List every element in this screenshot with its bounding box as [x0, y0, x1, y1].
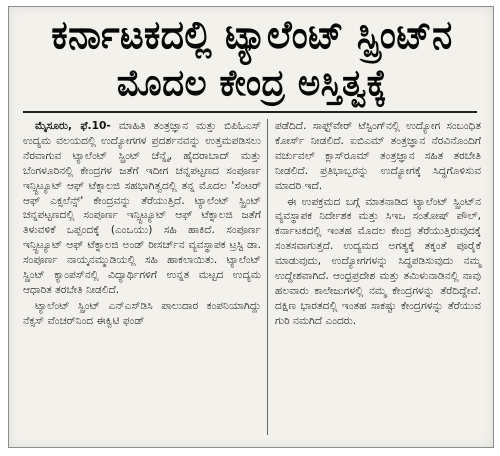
- article-column-right: [275, 119, 481, 330]
- headline-line-1: ಕರ್ನಾಟಕದಲ್ಲಿ ಟ್ಯಾಲೆಂಟ್ ಸ್ಪ್ರಿಂಟ್‌ನ: [51, 13, 453, 58]
- headline-rule: [23, 111, 477, 113]
- column-divider: [267, 119, 268, 435]
- headline: [23, 13, 481, 105]
- article-paragraph: ಪಡೆದಿದೆ. ಸಾಫ್ಟ್‌ವೇರ್ ಟೆಸ್ಟಿಂಗ್‌ನಲ್ಲಿ ಉದ್ಯೋಗ ಸಂಬಂಧಿತ ಕೋರ್ಸ್ ನೀಡಲಿದೆ. ಐಬಿಎಮ್ ತಂತ್ರಜ್ಞಾನ ನೆರವಿನೊಂದಿಗೆ ವರ್ಚುವಲ್ ಕ್ಲಾಸ್‌ರೂಮ್ ತಂತ್ರಜ್ಞಾನ ಸಹಿತ ತರಬೇತಿ ನೀಡಲಿದೆ. ಪ್ರತಿಭಾಬ್ಬರನ್ನು ಉದ್ಯೋಗಕ್ಕೆ ಸಿದ್ಧಗೊಳಿಸುವ ಮಾದರಿ ಇದೆ.: [275, 120, 481, 192]
- paragraph-text: ಮಾಹಿತಿ ತಂತ್ರಜ್ಞಾನ ಮತ್ತು ಬಿಪಿಓಎಸ್ ಉದ್ಯಮ ವಲಯದಲ್ಲಿ ಉದ್ಯೋಗಗಳ ಪ್ರದರ್ಶನವನ್ನು ಉತ್ತಮಪಡಿಸಲು ನೆರವಾಗುವ ಟ್ಯಾಲೆಂಟ್ ಸ್ಪ್ರಿಂಟ್ ಚೆನ್ನೈ, ಹೈದರಾಬಾದ್ ಮತ್ತು ಬೆಂಗಳೂರಿನಲ್ಲಿ ಕೇಂದ್ರಗಳ ಜತೆಗೆ ಇದೀಗ ಚನ್ನಪಟ್ಟಣದ ಸಂಪೂರ್ಣ ಇನ್ಸ್ಟಿಟ್ಯೂಟ್ ಆಫ್ ಟೆಕ್ನಾಲಜಿ ಸಹಭಾಗಿತ್ವದಲ್ಲಿ ತನ್ನ ಮೊದಲ 'ಸೆಂಟರ್ ಆಫ್ ಎಕ್ಸಲೆನ್ಸ್' ಕೇಂದ್ರವನ್ನು ತೆರೆಯುತ್ತಿದೆ. ಟ್ಯಾಲೆಂಟ್ ಸ್ಪ್ರಿಂಟ್ ಚನ್ನಪಟ್ಟಣದಲ್ಲಿ ಸಂಪೂರ್ಣ ಇನ್ಸ್ಟಿಟ್ಯೂಟ್ ಆಫ್ ಟೆಕ್ನಾಲಜಿ ಜತೆಗೆ ತಿಳುವಳಿಕೆ ಒಪ್ಪಂದಕ್ಕೆ (ಎಂಒಯು) ಸಹಿ ಹಾಕಿದೆ. ಸಂಪೂರ್ಣ ಇನ್ಸ್ಟಿಟ್ಯೂಟ್ ಆಫ್ ಟೆಕ್ನಾಲಜಿ ಅಂಡ್ ರೀಸರ್ಚ್‌ನ ವ್ಯವಸ್ಥಾಪಕ ಟ್ರಸ್ಟಿ ಡಾ. ಸಂಪೂರ್ಣ ನಾಯ್ಕನಮ್ಮುಡಿಯಲ್ಲಿ ಸಹಿ ಹಾಕಲಾಯಿತು. ಟ್ಯಾಲೆಂಟ್ ಸ್ಪ್ರಿಂಟ್ ಕ್ಯಾಂಪಸ್‌ನಲ್ಲಿ ವಿದ್ಯಾರ್ಥಿಗಳಿಗೆ ಉನ್ನತ ಮಟ್ಟದ ಉದ್ಯಮ ಆಧಾರಿತ ತರಬೇತಿ ನೀಡಲಿದೆ.: [23, 120, 262, 296]
- article-paragraph: ಈ ಉಪಕ್ರಮದ ಬಗ್ಗೆ ಮಾತನಾಡಿದ ಟ್ಯಾಲೆಂಟ್ ಸ್ಪ್ರಿಂಟ್‌ನ ವ್ಯವಸ್ಥಾಪಕ ನಿರ್ದೇಶಕ ಮತ್ತು ಸಿಇಒ ಸಂತೋಷ್ ಪೌಲ್, ಕರ್ನಾಟಕದಲ್ಲಿ ಇಂತಹ ಮೊದಲ ಕೇಂದ್ರ ತೆರೆಯುತ್ತಿರುವುದಕ್ಕೆ ಸಂತಸವಾಗುತ್ತದೆ. ಉದ್ಯಮದ ಅಗತ್ಯಕ್ಕೆ ತಕ್ಕಂತೆ ಪೂರೈಕೆ ಮಾಡುವುದು, ಉದ್ಯೋಗಗಳನ್ನು ಸಿದ್ಧಪಡಿಸುವುದು ನಮ್ಮ ಉದ್ದೇಶವಾಗಿದೆ. ಆಂಧ್ರಪ್ರದೇಶ ಮತ್ತು ತಮಿಳುನಾಡಿನಲ್ಲಿ ನಾವು ಹಲವಾರು ಕಾಲೇಜುಗಳಲ್ಲಿ ನಮ್ಮ ಕೇಂದ್ರಗಳನ್ನು ತೆರೆದಿದ್ದೇವೆ. ದಕ್ಷಿಣ ಭಾರತದಲ್ಲಿ ಇಂತಹ ಸಾಕಷ್ಟು ಕೇಂದ್ರಗಳನ್ನು ತೆರೆಯುವ ಗುರಿ ನಮಗಿದೆ ಎಂದರು.: [275, 195, 481, 327]
- article-column-left: [23, 119, 261, 330]
- dateline: ಮೈಸೂರು, ಫೆ.10-: [35, 120, 111, 132]
- article-paragraph: [23, 119, 261, 298]
- headline-line-2: ಮೊದಲ ಕೇಂದ್ರ ಅಸ್ತಿತ್ವಕ್ಕೆ: [116, 61, 388, 105]
- newspaper-clipping: [8, 6, 494, 448]
- article-paragraph: ಟ್ಯಾಲೆಂಟ್ ಸ್ಪ್ರಿಂಟ್ ಎನ್‌ಎಸ್‌ಡಿಸಿ ಪಾಲುದಾರ ಕಂಪನಿಯಾಗಿದ್ದು ನೆಕ್ಸಸ್ ವೆಂಚರ್‌ನಿಂದ ಈಕ್ವಿಟಿ ಫಂಡ್: [23, 299, 261, 327]
